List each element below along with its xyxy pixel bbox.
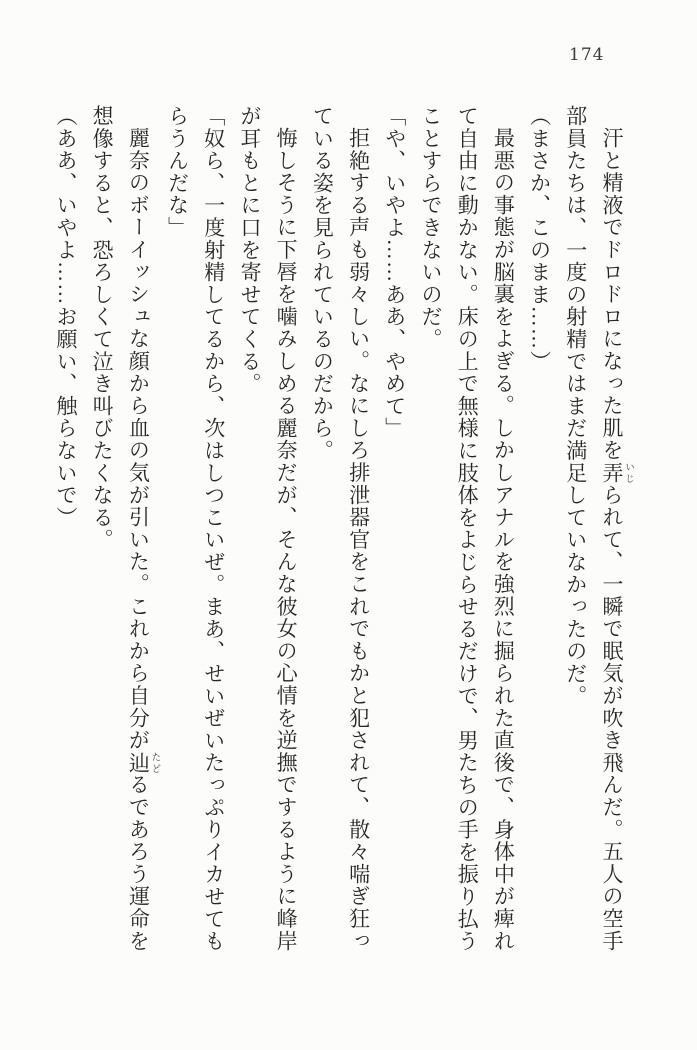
text-column: 拒絶する声も弱々しい。なにしろ排泄器官をこれでもかと犯されて、散々喘ぎ狂っ bbox=[346, 127, 371, 953]
text-column: ことすらできないのだ。 bbox=[418, 105, 443, 351]
text-column: 「や、いやよ……ああ、やめて」 bbox=[382, 105, 407, 440]
text-column: が耳もとに口を寄せてくる。 bbox=[237, 105, 262, 395]
text-column: 麗奈のボーイッシュな顔から血の気が引いた。これから自分が辿 たどるであろう運命を bbox=[126, 127, 160, 953]
text-column: 最悪の事態が脳裏をよぎる。しかしアナルを強烈に掘られた直後で、身体中が痺れ bbox=[491, 127, 516, 953]
text-column: らうんだな」 bbox=[165, 105, 190, 239]
text-column: て自由に動かない。床の上で無様に肢体をよじらせるだけで、男たちの手を振り払う bbox=[455, 105, 480, 953]
text-column: ている姿を見られているのだから。 bbox=[310, 105, 335, 462]
text-column: 想像すると、恐ろしくて泣き叫びたくなる。 bbox=[90, 105, 115, 551]
text-column: 部員たちは、一度の射精ではまだ満足していなかったのだ。 bbox=[563, 105, 588, 708]
text-column: （ああ、いやよ……お願い、触らないで） bbox=[53, 105, 78, 529]
ruby-annotated-kanji: 辿 たど bbox=[126, 751, 160, 775]
body-text bbox=[48, 105, 633, 961]
text-column: （まさか、このまま……） bbox=[527, 105, 552, 373]
furigana: たど bbox=[149, 751, 160, 775]
text-column: 悔しそうに下唇を噛みしめる麗奈だが、そんな彼女の心情を逆撫でするように峰岸 bbox=[274, 127, 299, 953]
text-column: 汗と精液でドロドロになった肌を弄 いじられて、一瞬で眠気が吹き飛んだ。五人の空手 bbox=[600, 127, 633, 953]
ruby-annotated-kanji: 弄 いじ bbox=[600, 461, 633, 485]
furigana: いじ bbox=[623, 461, 633, 485]
text-column: 「奴ら、一度射精してるから、次はしつこいぜ。まあ、せいぜいたっぷりイカせても bbox=[201, 105, 226, 953]
page-number: 174 bbox=[569, 45, 605, 65]
